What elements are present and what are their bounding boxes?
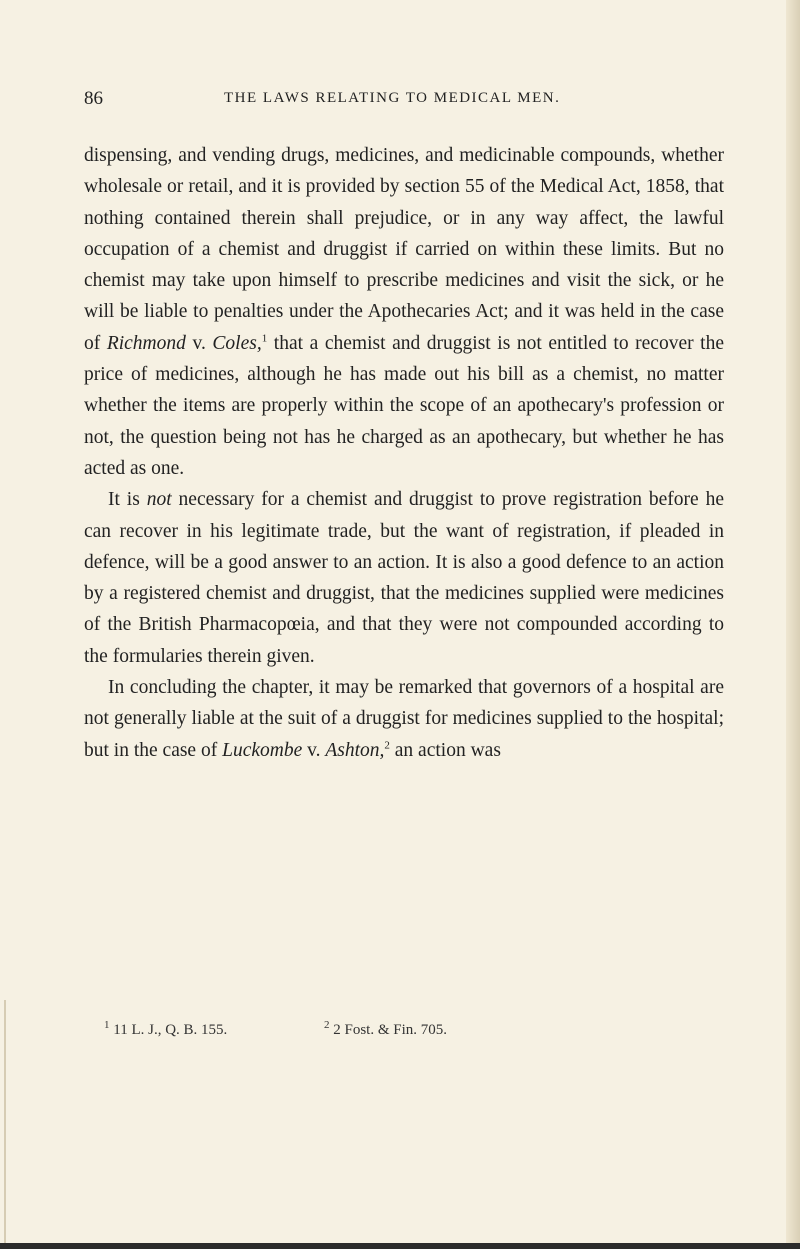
versus-2: v. bbox=[302, 739, 326, 761]
case-name-richmond: Richmond bbox=[106, 332, 186, 354]
footnote-1 bbox=[104, 1019, 228, 1039]
bottom-edge-bar bbox=[0, 1243, 800, 1249]
footnote-2 bbox=[324, 1019, 448, 1039]
body-text bbox=[84, 140, 724, 766]
paragraph-1-text-a: dispensing, and vending drugs, medicines, and medicinable compounds, whether wholesale or retail, and it is provided by section 55 of the Medical Act, 1858, that nothing contained therein shall prejudice, or in any way affect, the lawful occupation of a chemist and druggist if carried on within these limits. But no chemist may take upon himself to prescribe medicines and visit the sick, or he will be liable to penalties under the Apothecaries Act; and it was held in the case of bbox=[84, 145, 724, 354]
paragraph-2 bbox=[84, 484, 724, 672]
footnote-text-1: 11 L. J., Q. B. 155. bbox=[113, 1022, 228, 1038]
case-name-ashton: Ashton, bbox=[325, 739, 385, 761]
footnote-ref-1: 1 bbox=[261, 332, 268, 345]
footnote-ref-2: 2 bbox=[384, 739, 390, 752]
footnote-mark-2: 2 bbox=[324, 1019, 330, 1031]
case-name-coles: Coles, bbox=[212, 332, 262, 354]
footnote-text-2: 2 Fost. & Fin. 705. bbox=[333, 1022, 448, 1038]
page-edge bbox=[786, 0, 800, 1249]
emphasis-not: not bbox=[146, 489, 172, 511]
left-margin-rule bbox=[4, 1000, 6, 1249]
page-number: 86 bbox=[84, 88, 103, 109]
paragraph-2-text-a: It is bbox=[108, 489, 147, 511]
paragraph-3-text-a: In concluding the chapter, it may be remarked that governors of a hospital are not generally liable at the suit of a druggist for medicines supplied to the hospital; but in the case of bbox=[84, 677, 724, 761]
paragraph-1 bbox=[84, 140, 724, 484]
paragraph-2-text-b: necessary for a chemist and druggist to prove registration before he can recover in his legitimate trade, but the want of registration, if pleaded in defence, will be a good answer to an action. It is also a good defence to an action by a registered chemist and druggist, that the medicines supplied were medicines of the British Pharmacopœia, and that they were not compounded according to the formularies therein given. bbox=[84, 489, 725, 667]
running-title: THE LAWS RELATING TO MEDICAL MEN. bbox=[224, 90, 561, 106]
footnote-mark-1: 1 bbox=[104, 1019, 110, 1031]
page-header bbox=[84, 88, 724, 112]
versus-1: v. bbox=[185, 332, 213, 354]
paragraph-3 bbox=[84, 672, 724, 766]
paragraph-3-text-c: an action was bbox=[389, 739, 501, 761]
case-name-luckombe: Luckombe bbox=[222, 739, 303, 761]
paragraph-1-text-c: that a chemist and druggist is not entitled to recover the price of medicines, although he has made out his bill as a chemist, no matter whether the items are properly within the scope of an apothecary's profession or not, the question being not has he charged as an apothecary, but whether he has acted as one. bbox=[84, 332, 725, 479]
